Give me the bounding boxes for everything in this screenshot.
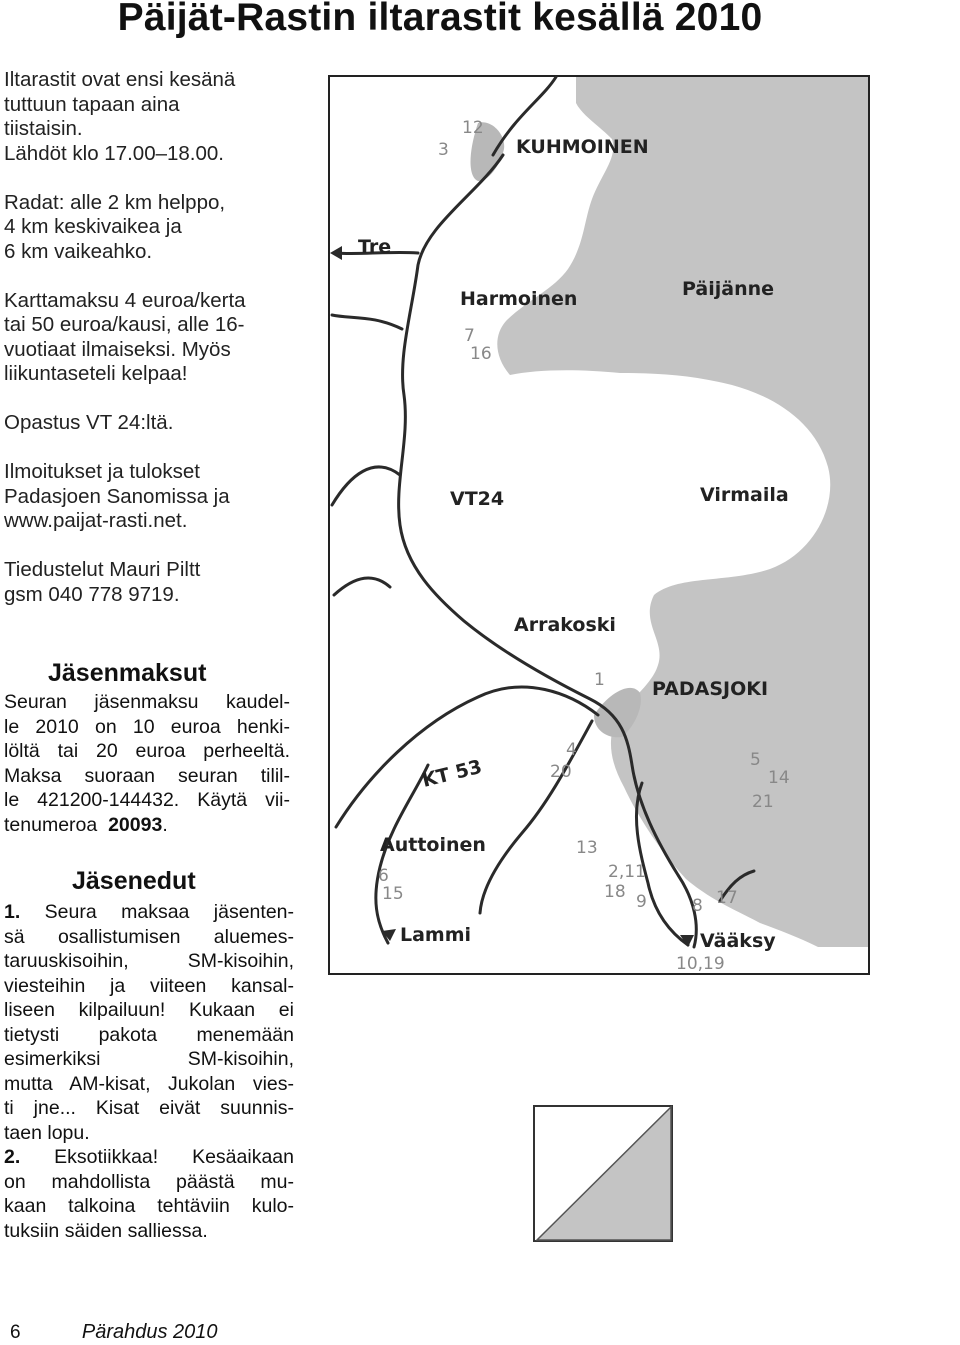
text-line: Karttamaksu 4 euroa/kerta	[4, 288, 246, 312]
control-number: 16	[470, 344, 492, 364]
label-lammi: Lammi	[400, 924, 472, 946]
text-line: on mahdollista päästä mu-	[4, 1170, 294, 1193]
text-line: Seuran jäsenmaksu kaudel-	[4, 691, 290, 713]
text-line	[4, 813, 290, 838]
text-line: esimerkiksi SM-kisoihin,	[4, 1048, 294, 1070]
label-kuhmoinen: KUHMOINEN	[516, 136, 649, 158]
control-number: 9	[636, 892, 647, 912]
text-line: tiistaisin.	[4, 117, 83, 140]
text-line: 4 km keskivaikea ja	[4, 215, 182, 238]
item-text: Seura maksaa jäsenten-	[44, 901, 294, 923]
text-line: tietysti pakota menemään	[4, 1023, 294, 1046]
text-line: taruuskisoihin, SM-kisoihin,	[4, 950, 294, 972]
label-paijanne: Päijänne	[682, 278, 775, 300]
control-number: 12	[462, 118, 484, 138]
control-number: 4	[566, 740, 577, 760]
label-arrakoski: Arrakoski	[514, 614, 616, 636]
text-line: mutta AM-kisat, Jukolan vies-	[4, 1072, 294, 1095]
text-line: Lähdöt klo 17.00–18.00.	[4, 141, 224, 165]
reference-label: tenumeroa	[4, 813, 98, 836]
text-line	[4, 1145, 294, 1170]
page-footer	[10, 1320, 218, 1345]
area-map	[328, 75, 870, 975]
label-harmoinen: Harmoinen	[460, 288, 578, 310]
intro-schedule	[4, 68, 304, 166]
reference-period: .	[162, 813, 168, 836]
text-line: Iltarastit ovat ensi kesänä	[4, 68, 236, 91]
label-padasjoki: PADASJOKI	[652, 678, 769, 700]
membership-fees-text	[4, 690, 290, 837]
control-number: 10,19	[676, 954, 725, 974]
control-number: 1	[594, 670, 605, 690]
label-auttoinen: Auttoinen	[380, 834, 486, 856]
publication-name: Pärahdus 2010	[81, 1321, 218, 1343]
text-line: 6 km vaikeahko.	[4, 239, 153, 263]
page-title: Päijät-Rastin iltarastit kesällä 2010	[117, 0, 763, 39]
control-number: 3	[438, 140, 449, 160]
control-number: 17	[716, 888, 738, 908]
control-number: 6	[378, 866, 389, 886]
text-line: liseen kilpailuun! Kukaan ei	[4, 999, 294, 1021]
control-number: 13	[576, 838, 598, 858]
text-line: viesteihin ja viiteen kansal-	[4, 974, 294, 997]
intro-courses	[4, 191, 304, 265]
label-vt24: VT24	[450, 488, 505, 510]
intro-directions	[4, 411, 304, 436]
text-line: tuksiin säiden salliessa.	[4, 1219, 208, 1242]
reference-number: 20093	[108, 813, 163, 836]
control-number: 7	[464, 326, 475, 346]
label-tre: Tre	[358, 236, 392, 258]
control-number: 21	[752, 792, 774, 812]
text-line: tai 50 euroa/kausi, alle 16-	[4, 313, 245, 336]
member-benefits-text	[4, 900, 294, 1243]
item-text: Eksotiikkaa! Kesäaikaan	[54, 1146, 294, 1168]
text-line: kaan talkoina tehtäviin kulo-	[4, 1195, 294, 1217]
text-line: vuotiaat ilmaiseksi. Myös	[4, 337, 231, 361]
membership-fees-heading: Jäsenmaksut	[48, 659, 207, 687]
label-vaaksy: Vääksy	[700, 930, 776, 952]
control-number: 18	[604, 882, 626, 902]
text-line	[4, 900, 294, 925]
control-number: 14	[768, 768, 790, 788]
label-kt53: KT 53	[419, 755, 485, 792]
control-number: 2,11	[608, 862, 646, 882]
text-line: sä osallistumisen aluemes-	[4, 925, 294, 948]
intro-contact	[4, 558, 304, 607]
intro-fees	[4, 289, 304, 387]
control-number: 15	[382, 884, 404, 904]
corner-swatch	[533, 1105, 673, 1242]
text-line: ti jne... Kisat eivät suunnis-	[4, 1097, 294, 1119]
text-line: tuttuun tapaan aina	[4, 92, 180, 116]
control-number: 20	[550, 762, 572, 782]
intro-announcements	[4, 460, 304, 534]
control-number: 5	[750, 750, 761, 770]
text-line: le 2010 on 10 euroa henki-	[4, 715, 290, 738]
text-line: Opastus VT 24:ltä.	[4, 411, 174, 434]
text-line: www.paijat-rasti.net.	[4, 509, 188, 532]
page-number: 6	[10, 1322, 21, 1343]
text-line: gsm 040 778 9719.	[4, 582, 180, 606]
control-number: 8	[692, 896, 703, 916]
text-line: taen lopu.	[4, 1121, 90, 1144]
item-number: 1.	[4, 901, 21, 923]
item-number: 2.	[4, 1146, 21, 1168]
text-line: Padasjoen Sanomissa ja	[4, 484, 230, 508]
member-benefits-heading: Jäsenedut	[72, 867, 196, 895]
text-line: Tiedustelut Mauri Piltt	[4, 558, 201, 581]
text-line: le 421200-144432. Käytä vii-	[4, 789, 290, 811]
text-line: löltä tai 20 euroa perheeltä.	[4, 740, 290, 762]
text-line: liikuntaseteli kelpaa!	[4, 362, 188, 385]
text-line: Maksa suoraan seuran tilil-	[4, 764, 290, 787]
intro-column	[4, 68, 304, 632]
label-virmaila: Virmaila	[700, 484, 789, 506]
text-line: Radat: alle 2 km helppo,	[4, 190, 226, 214]
text-line: Ilmoitukset ja tulokset	[4, 460, 200, 483]
